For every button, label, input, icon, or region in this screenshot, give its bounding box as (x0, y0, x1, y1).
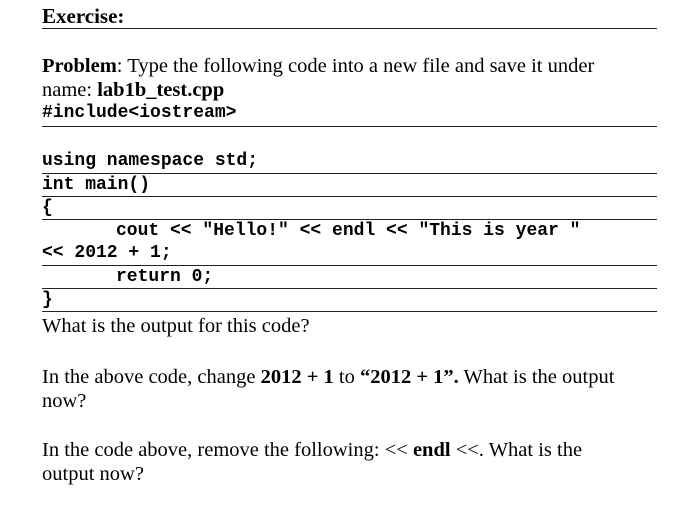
question-2-line-2: now? (42, 390, 87, 412)
exercise-heading: Exercise: (42, 4, 125, 28)
code-divider (42, 288, 657, 289)
code-main-signature: int main() (42, 175, 151, 195)
question-3-line-2: output now? (42, 463, 144, 485)
question-3-line-1 (42, 438, 582, 462)
problem-label: Problem (42, 55, 117, 77)
code-return: return 0; (116, 267, 214, 287)
problem-line-1 (42, 54, 594, 78)
code-close-brace: } (42, 290, 53, 310)
code-divider (42, 311, 657, 312)
code-divider (42, 196, 657, 197)
name-prefix: name: (42, 79, 98, 101)
question-2-line-1 (42, 365, 614, 389)
code-open-brace: { (42, 198, 53, 218)
problem-line-2 (42, 78, 224, 102)
code-cout-line-2: << 2012 + 1; (42, 243, 172, 263)
q2-part-a: In the above code, change (42, 366, 261, 388)
code-cout-line-1: cout << "Hello!" << endl << "This is year " (116, 221, 581, 241)
q3-part-c: <<. What is the (450, 439, 583, 461)
problem-text: : Type the following code into a new file and save it under (116, 55, 595, 77)
code-divider (42, 126, 657, 127)
heading-divider (42, 28, 657, 29)
code-include: #include<iostream> (42, 103, 237, 123)
q2-part-e: What is the output (458, 366, 615, 388)
code-using: using namespace std; (42, 151, 259, 171)
question-1: What is the output for this code? (42, 315, 310, 337)
q2-part-b: 2012 + 1 (260, 366, 334, 388)
filename: lab1b_test.cpp (97, 79, 225, 101)
q3-part-b: endl (412, 439, 451, 461)
q2-part-c: to (333, 366, 360, 388)
q2-part-d: “2012 + 1”. (359, 366, 459, 388)
q3-part-a: In the code above, remove the following: << (42, 439, 413, 461)
